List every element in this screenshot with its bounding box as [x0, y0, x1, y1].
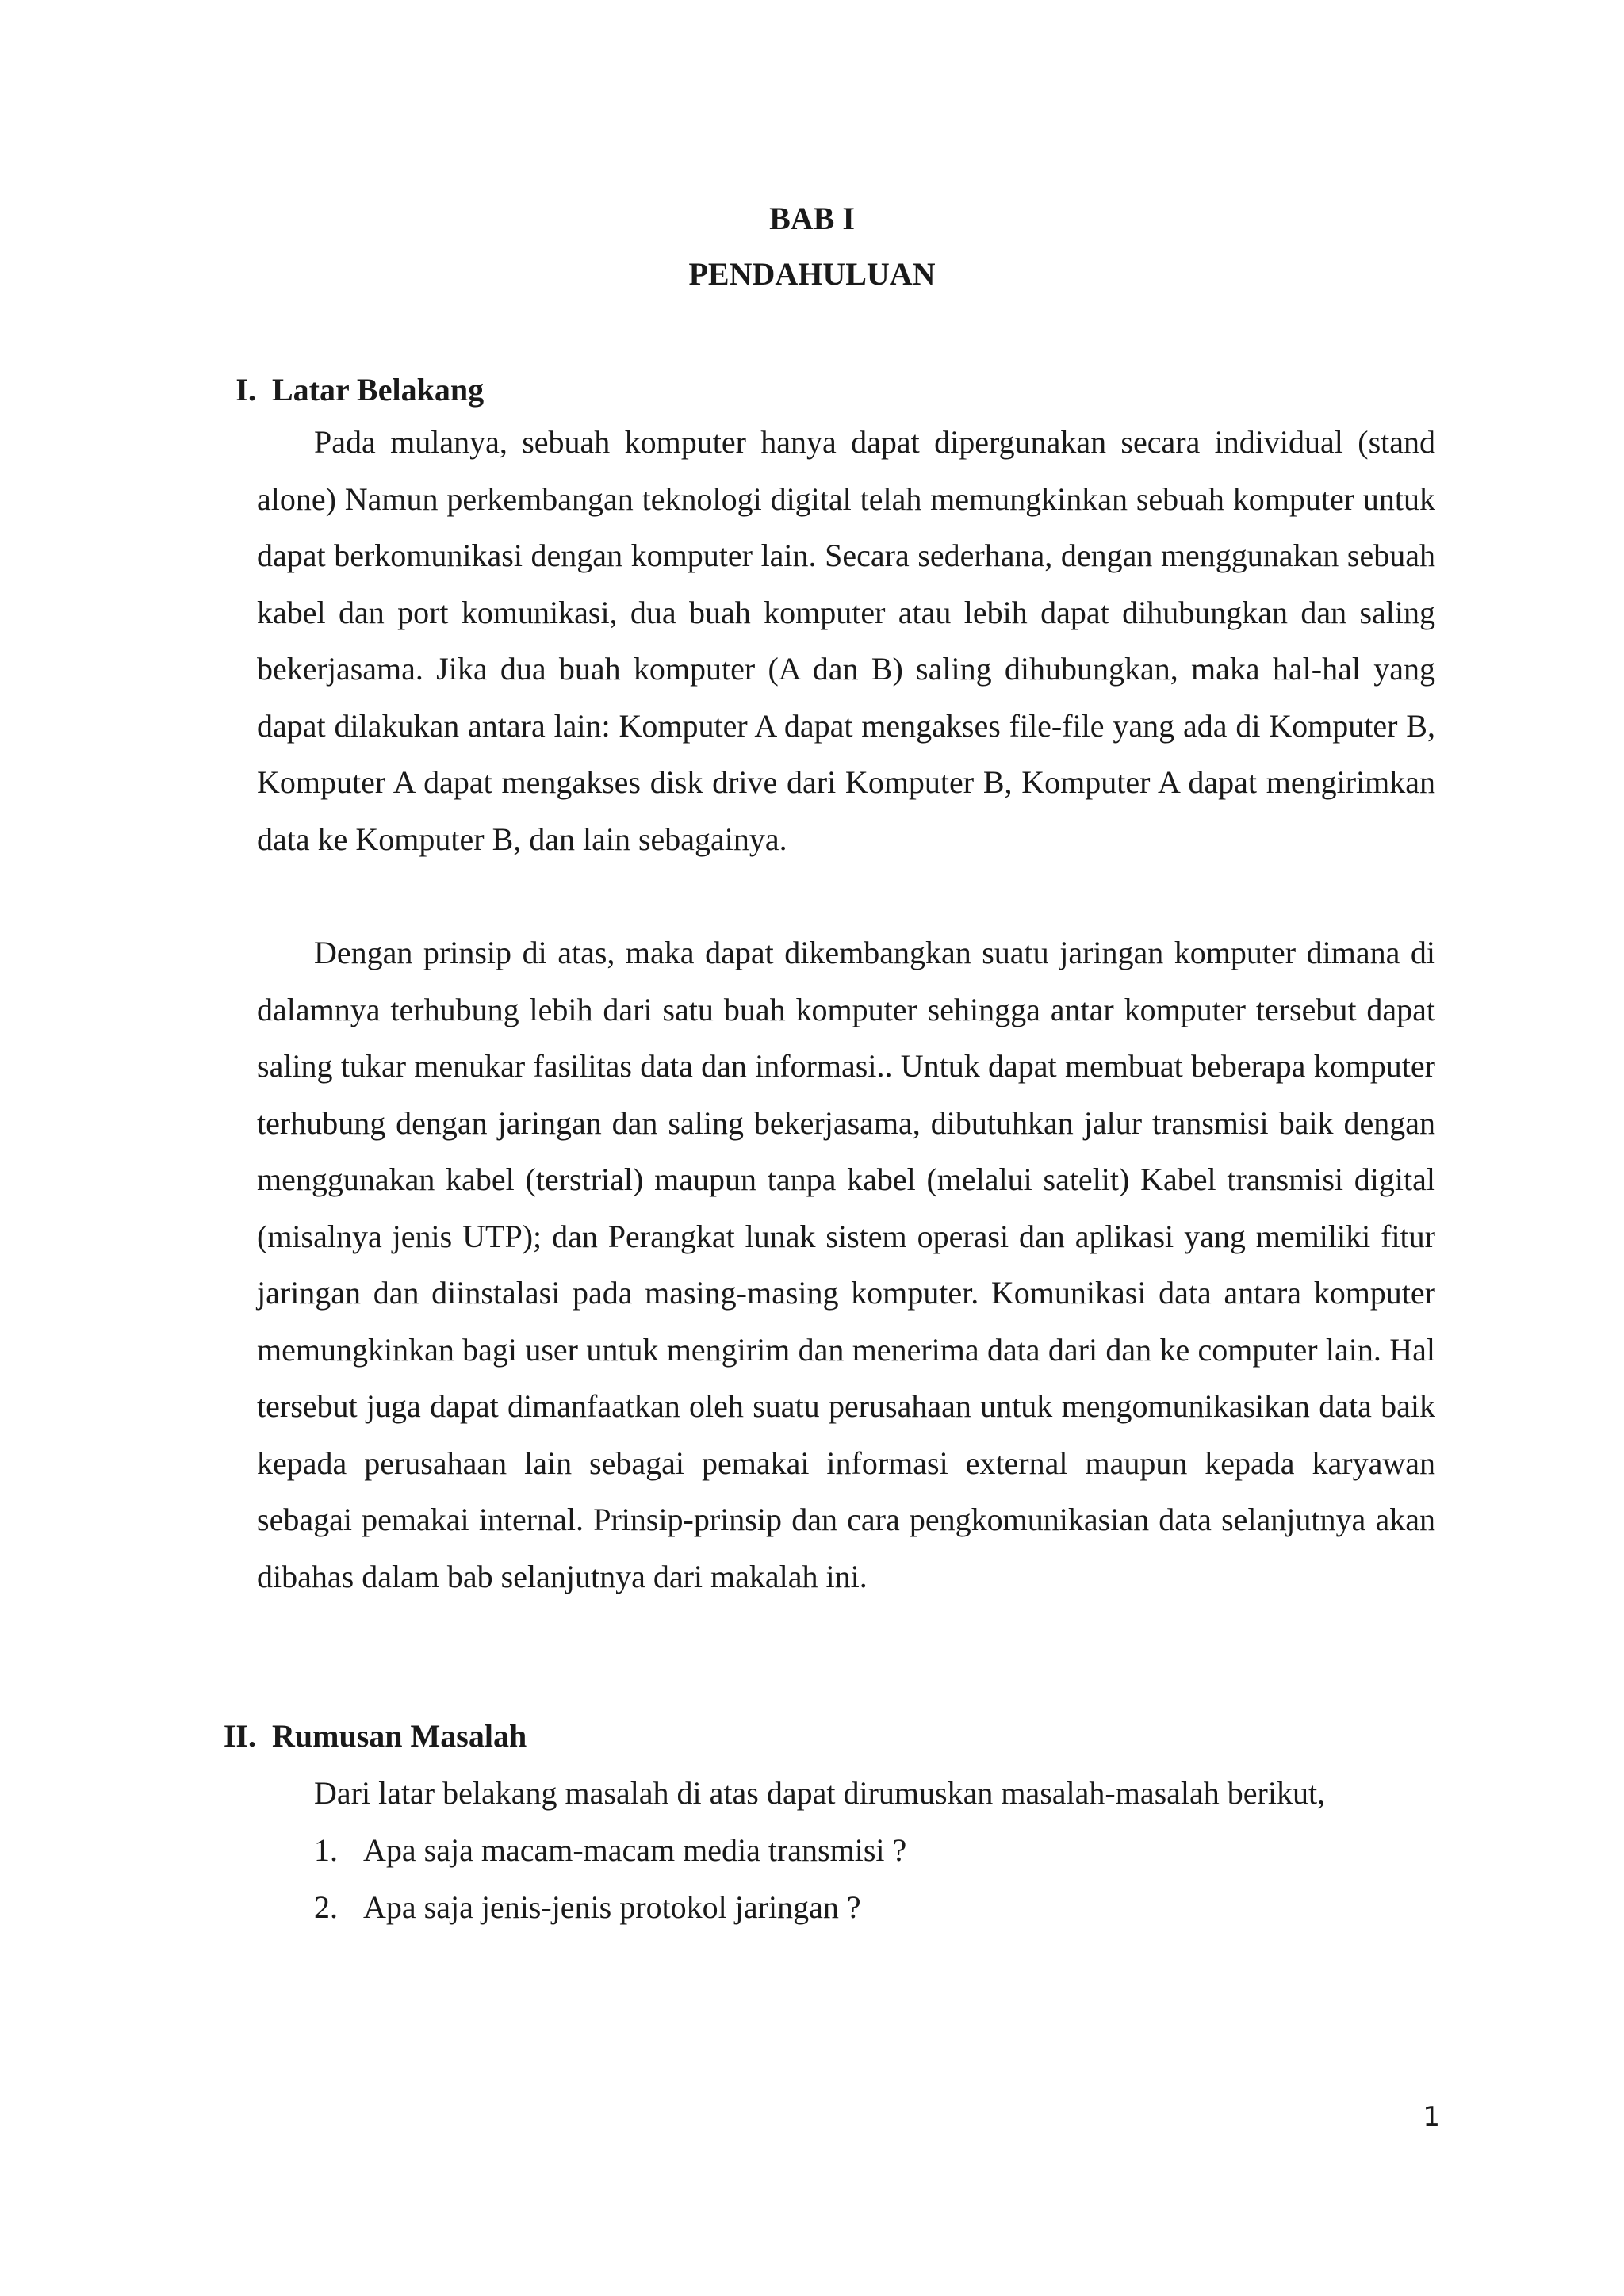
section-heading-latar-belakang [202, 371, 484, 409]
section-number: I. [236, 372, 256, 408]
list-marker: 2. [314, 1889, 338, 1925]
list-item [314, 1888, 861, 1927]
section-title: Rumusan Masalah [272, 1718, 527, 1754]
list-marker: 1. [314, 1832, 338, 1868]
rumusan-masalah-intro: Dari latar belakang masalah di atas dapat dirumuskan masalah-masalah berikut, [314, 1775, 1326, 1811]
chapter-title: PENDAHULUAN [688, 256, 936, 292]
section-heading-rumusan-masalah [202, 1717, 527, 1755]
list-item [314, 1831, 906, 1869]
list-item-text: Apa saja jenis-jenis protokol jaringan ? [363, 1889, 861, 1925]
paragraph-latar-belakang-2: Dengan prinsip di atas, maka dapat dikembangkan suatu jaringan komputer dimana di dalamnya terhubung lebih dari satu buah komputer sehingga antar komputer tersebut dapat saling tukar menukar fasilitas data dan informasi.. Untuk dapat membuat beberapa komputer terhubung dengan jaringan dan saling bekerjasama, dibutuhkan jalur transmisi baik dengan menggunakan kabel (terstrial) maupun tanpa kabel (melalui satelit) Kabel transmisi digital (misalnya jenis UTP); dan Perangkat lunak sistem operasi dan aplikasi yang memiliki fitur jaringan dan diinstalasi pada masing-masing komputer. Komunikasi data antara komputer memungkinkan bagi user untuk mengirim dan menerima data dari dan ke computer lain. Hal tersebut juga dapat dimanfaatkan oleh suatu perusahaan untuk mengomunikasikan data baik kepada perusahaan lain sebagai pemakai informasi external maupun kepada karyawan sebagai pemakai internal. Prinsip-prinsip dan cara pengkomunikasian data selanjutnya akan dibahas dalam bab selanjutnya dari makalah ini. [257, 935, 1435, 1594]
section-number: II. [223, 1718, 256, 1754]
chapter-label: BAB I [769, 201, 855, 236]
paragraph-latar-belakang-1: Pada mulanya, sebuah komputer hanya dapat dipergunakan secara individual (stand alone) Namun perkembangan teknologi digital telah memungkinkan sebuah komputer untuk dapat berkomunikasi dengan komputer lain. Secara sederhana, dengan menggunakan sebuah kabel dan port komunikasi, dua buah komputer atau lebih dapat dihubungkan dan saling bekerjasama. Jika dua buah komputer (A dan B) saling dihubungkan, maka hal-hal yang dapat dilakukan antara lain: Komputer A dapat mengakses file-file yang ada di Komputer B, Komputer A dapat mengakses disk drive dari Komputer B, Komputer A dapat mengirimkan data ke Komputer B, dan lain sebagainya. [257, 424, 1435, 857]
page-number: 1 [1423, 2101, 1440, 2133]
list-item-text: Apa saja macam-macam media transmisi ? [363, 1832, 907, 1868]
section-title: Latar Belakang [272, 372, 485, 408]
